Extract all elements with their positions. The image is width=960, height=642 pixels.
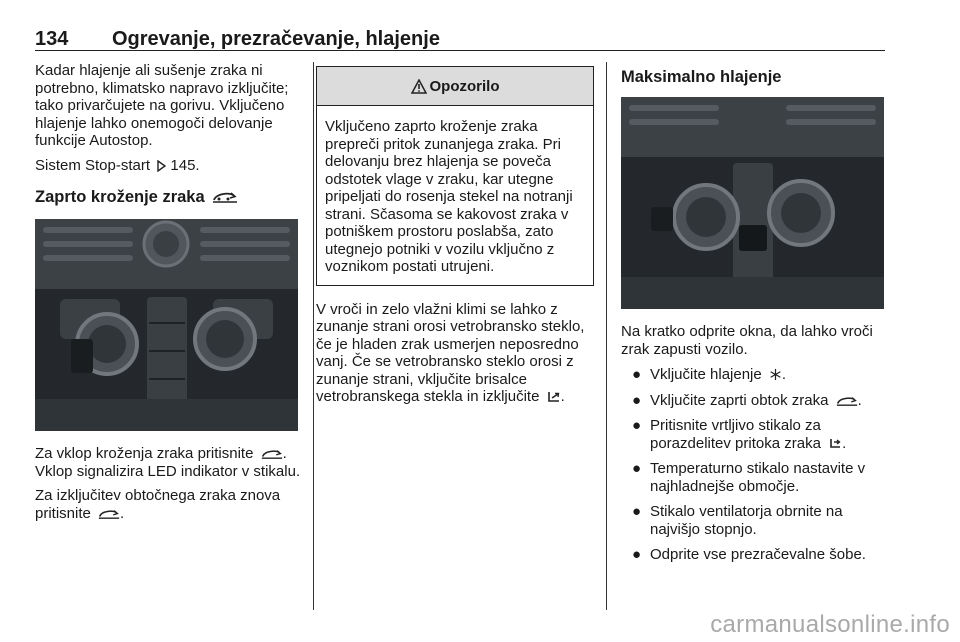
heading-max-cooling: Maksimalno hlajenje bbox=[621, 68, 782, 86]
list-item: ● Temperaturno stikalo nastavite v najhladnejše območje. bbox=[632, 460, 866, 495]
paragraph-recirculation-off bbox=[35, 487, 301, 522]
climate-panel-photo-recirculation bbox=[35, 219, 298, 431]
paragraph-stop-start bbox=[35, 157, 301, 175]
paragraph-fogging: V vroči in zelo vlažni klimi se lahko z zunanje strani orosi vetrobransko steklo, če je hladen zrak usmerjen neposredno vanj. Če se vetrobransko steklo orosi z zunanje strani, vključite brisalce vetrobranskega stekla in izključite . bbox=[316, 300, 585, 405]
page-ref-arrow-icon bbox=[157, 160, 166, 172]
watermark: carmanualsonline.info bbox=[710, 611, 950, 638]
paragraph-cooling-off: Kadar hlajenje ali sušenje zraka ni potrebno, klimatsko napravo izključite; tako privarčujete na gorivu. Vključeno hlajenje lahko onemogoči delovanje funkcije Autostop. bbox=[35, 62, 289, 149]
column-right bbox=[621, 62, 887, 572]
heading-recirculation bbox=[35, 187, 301, 207]
step-fan-text: Stikalo ventilatorja obrnite na najvišjo stopnjo. bbox=[650, 503, 843, 538]
step-recirculation-text: Vključite zaprti obtok zraka bbox=[650, 391, 829, 409]
step-temperature-text: Temperaturno stikalo nastavite v najhladnejše območje. bbox=[650, 460, 866, 495]
recirc-off-text-a: Za izključitev obtočnega zraka znova pritisnite bbox=[35, 487, 281, 522]
airflow-windshield-icon bbox=[547, 391, 561, 403]
paragraph-open-windows: Na kratko odprite okna, da lahko vroči zrak zapusti vozilo. bbox=[621, 323, 873, 358]
recirculation-icon bbox=[836, 395, 858, 407]
max-cooling-steps bbox=[621, 366, 887, 564]
page-number: 134 bbox=[35, 28, 69, 50]
list-item: ● Odprite vse prezračevalne šobe. bbox=[632, 546, 866, 563]
recirc-on-text-a: Za vklop kroženja zraka pritisnite bbox=[35, 445, 254, 462]
stop-start-text: Sistem Stop-start bbox=[35, 156, 151, 174]
recirc-off-text-b: . bbox=[120, 504, 125, 522]
step-cooling-text: Vključite hlajenje bbox=[650, 366, 762, 383]
warning-box bbox=[316, 66, 594, 286]
list-item: ● Stikalo ventilatorja obrnite na najvišjo stopnjo. bbox=[632, 503, 843, 538]
climate-panel-photo-max-cooling bbox=[621, 97, 884, 309]
heading-recirculation-text: Zaprto kroženje zraka bbox=[35, 188, 205, 206]
recirculation-icon bbox=[98, 508, 120, 520]
list-item: ● Vključite zaprti obtok zraka . bbox=[632, 391, 862, 409]
warning-body bbox=[317, 106, 593, 285]
recirculation-icon bbox=[261, 448, 283, 460]
airflow-footwell-icon bbox=[828, 438, 842, 450]
list-item: ● Vključite hlajenje . bbox=[632, 366, 787, 383]
page-title: Ogrevanje, prezračevanje, hlajenje bbox=[112, 28, 440, 50]
warning-triangle-icon bbox=[411, 79, 427, 94]
stop-start-page-ref: 145. bbox=[170, 156, 200, 174]
column-middle bbox=[316, 62, 594, 406]
snowflake-icon bbox=[769, 368, 782, 381]
warning-text: Vključeno zaprto kroženje zraka prepreči pritok zunanjega zraka. Pri delovanju brez hlajenja se poveča odstotek vlage v zraku, kar utegne pripeljati do rosenja stekel na notranji strani. Sčasoma se kakovost zraka v potniškem prostoru poslabša, zato utegnejo potniki v vozilu vključno z voznikom postati utrujeni. bbox=[325, 118, 573, 275]
warning-header bbox=[317, 67, 593, 106]
fogging-text: V vroči in zelo vlažni klimi se lahko z zunanje strani orosi vetrobransko steklo, če je hladen zrak usmerjen neposredno vanj. Če se vetrobransko steklo orosi z zunanje strani, vključite brisalce vetrobranskega stekla in izključite bbox=[316, 300, 585, 405]
column-left bbox=[35, 62, 301, 522]
step-airflow-text: Pritisnite vrtljivo stikalo za porazdelitev pritoka zraka bbox=[650, 417, 821, 452]
paragraph-recirculation-on bbox=[35, 445, 301, 480]
recirculation-icon bbox=[212, 190, 238, 204]
warning-title: Opozorilo bbox=[429, 77, 500, 95]
page-header bbox=[35, 26, 885, 51]
list-item: ● Pritisnite vrtljivo stikalo za porazdelitev pritoka zraka . bbox=[632, 417, 847, 452]
column-divider-2 bbox=[606, 62, 607, 610]
column-divider-1 bbox=[313, 62, 314, 610]
recirc-on-text-b: . Vklop signalizira LED indikator v stikalu. bbox=[35, 445, 301, 480]
step-vents-text: Odprite vse prezračevalne šobe. bbox=[650, 546, 866, 563]
